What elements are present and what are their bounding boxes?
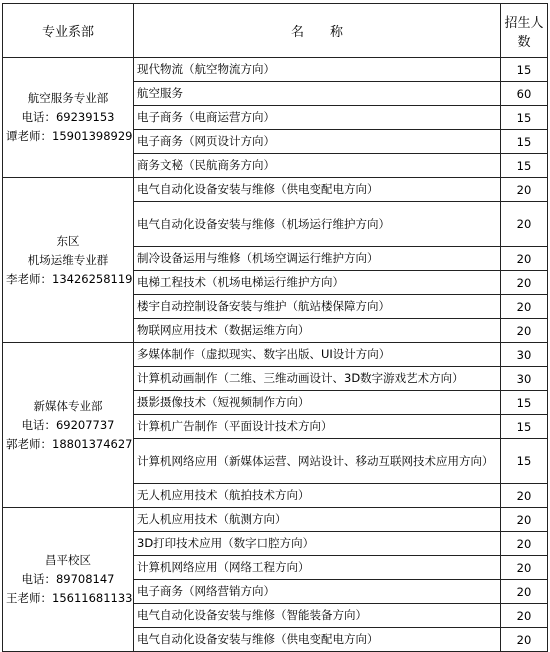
enrollment-count: 20: [501, 556, 548, 580]
dept-line: 李老师：13426258119: [6, 271, 133, 286]
dept-line: 谭老师：15901398929: [6, 129, 133, 143]
program-name: 电子商务（网页设计方向）: [134, 130, 501, 154]
dept-line: 电话：89708147: [21, 572, 115, 586]
program-name: 电梯工程技术（机场电梯运行维护方向）: [134, 271, 501, 295]
program-name: 商务文秘（民航商务方向）: [134, 154, 501, 178]
program-name: 计算机网络应用（新媒体运营、网站设计、移动互联网技术应用方向）: [134, 439, 501, 484]
enrollment-count: 20: [501, 484, 548, 508]
program-name: 航空服务: [134, 82, 501, 106]
enrollment-count: 20: [501, 532, 548, 556]
dept-line: 电话：69239153: [21, 110, 115, 124]
enrollment-count: 15: [501, 439, 548, 484]
header-dept: 专业系部: [3, 4, 134, 58]
dept-line: 新媒体专业部: [33, 398, 103, 413]
program-name: 计算机广告制作（平面设计技术方向）: [134, 415, 501, 439]
program-name: 计算机动画制作（二维、三维动画设计、3D数字游戏艺术方向）: [134, 367, 501, 391]
enrollment-count: 20: [501, 319, 548, 343]
table-row: [3, 343, 548, 367]
enrollment-count: 20: [501, 580, 548, 604]
program-name: 3D打印技术应用（数字口腔方向）: [134, 532, 501, 556]
program-name: 电子商务（电商运营方向）: [134, 106, 501, 130]
dept-line: 昌平校区: [45, 553, 91, 567]
enrollment-count: 15: [501, 154, 548, 178]
program-name: 楼宇自动控制设备安装与维护（航站楼保障方向）: [134, 295, 501, 319]
header-count: 招生人数: [501, 4, 548, 58]
enrollment-count: 20: [501, 271, 548, 295]
dept-cell: [3, 58, 134, 178]
dept-cell: [3, 343, 134, 508]
enrollment-count: 20: [501, 604, 548, 628]
enrollment-count: 15: [501, 130, 548, 154]
dept-line: 郭老师：18801374627: [6, 436, 133, 451]
table-row: [3, 178, 548, 202]
program-name: 电子商务（网络营销方向）: [134, 580, 501, 604]
program-name: 电气自动化设备安装与维修（智能装备方向）: [134, 604, 501, 628]
enrollment-count: 20: [501, 202, 548, 247]
enrollment-count: 15: [501, 58, 548, 82]
enrollment-count: 20: [501, 295, 548, 319]
enrollment-count: 30: [501, 343, 548, 367]
dept-line: 电话：69207737: [21, 417, 115, 432]
program-name: 无人机应用技术（航拍技术方向）: [134, 484, 501, 508]
enrollment-count: 60: [501, 82, 548, 106]
table-row: [3, 508, 548, 532]
table-body: [3, 58, 548, 652]
program-name: 电气自动化设备安装与维修（供电变配电方向）: [134, 628, 501, 652]
enrollment-count: 20: [501, 247, 548, 271]
program-name: 无人机应用技术（航测方向）: [134, 508, 501, 532]
header-name: 名 称: [134, 4, 501, 58]
enrollment-count: 20: [501, 178, 548, 202]
dept-line: 机场运维专业群: [27, 252, 109, 267]
program-name: 电气自动化设备安装与维修（机场运行维护方向）: [134, 202, 501, 247]
enrollment-count: 30: [501, 367, 548, 391]
program-name: 摄影摄像技术（短视频制作方向）: [134, 391, 501, 415]
dept-cell: [3, 508, 134, 652]
enrollment-count: 20: [501, 508, 548, 532]
enrollment-count: 20: [501, 628, 548, 652]
dept-cell: [3, 178, 134, 343]
dept-line: 王老师：15611681133: [6, 591, 133, 605]
program-name: 计算机网络应用（网络工程方向）: [134, 556, 501, 580]
program-name: 多媒体制作（虚拟现实、数字出版、UI设计方向）: [134, 343, 501, 367]
program-name: 现代物流（航空物流方向）: [134, 58, 501, 82]
program-name: 制冷设备运用与维修（机场空调运行维护方向）: [134, 247, 501, 271]
enrollment-count: 15: [501, 106, 548, 130]
enrollment-count: 15: [501, 415, 548, 439]
table-row: [3, 58, 548, 82]
header-row: [3, 4, 548, 58]
dept-line: 东区: [56, 233, 80, 248]
dept-line: 航空服务专业部: [27, 91, 109, 105]
enrollment-count: 15: [501, 391, 548, 415]
program-name: 电气自动化设备安装与维修（供电变配电方向）: [134, 178, 501, 202]
enrollment-table: [2, 3, 548, 652]
program-name: 物联网应用技术（数据运维方向）: [134, 319, 501, 343]
